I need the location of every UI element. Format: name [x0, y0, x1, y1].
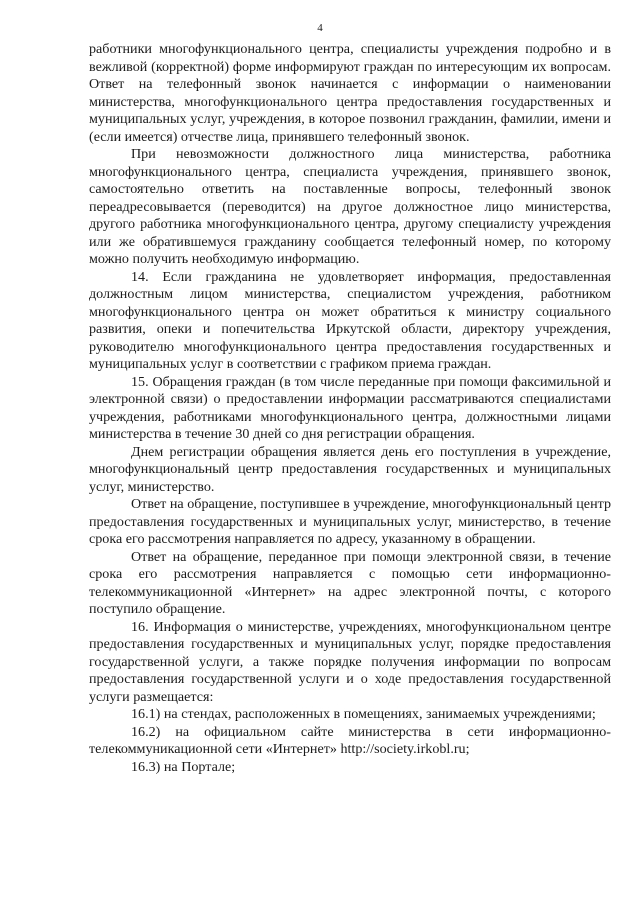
paragraph-postal-reply: Ответ на обращение, поступившее в учреждение, многофункциональный центр предоставления государственных и муниципальных услуг, министерство, в течение срока его рассмотрения направляется по адресу, указанному в обращении. [89, 496, 611, 547]
paragraph-continuation: работники многофункционального центра, специалисты учреждения подробно и в вежливой (корректной) форме информируют граждан по интересующим их вопросам. Ответ на телефонный звонок начинается с информации о наименовании министерства, многофункционального центра предоставления государственных и муниципальных услуг, учреждения, в которое позвонил гражданин, фамилии, имени и (если имеется) отчестве лица, принявшего телефонный звонок. [89, 41, 611, 145]
page-number: 4 [317, 22, 323, 34]
document-body [89, 41, 611, 776]
paragraph-item-14: 14. Если гражданина не удовлетворяет информация, предоставленная должностным лицом министерства, специалистом учреждения, работником многофункционального центра он может обратиться к министру социального развития, опеки и попечительства Иркутской области, директору учреждения, руководителю многофункционального центра предоставления государственных и муниципальных услуг в соответствии с графиком приема граждан. [89, 268, 611, 372]
paragraph-item-16-1: 16.1) на стендах, расположенных в помещениях, занимаемых учреждениями; [131, 706, 596, 722]
paragraph-item-16-3: 16.3) на Портале; [131, 758, 236, 775]
paragraph-registration-day: Днем регистрации обращения является день его поступления в учреждение, многофункциональный центр предоставления государственных и муниципальных услуг, министерство. [89, 443, 611, 495]
paragraph-electronic-reply: Ответ на обращение, переданное при помощи электронной связи, в течение срока его рассмотрения направляется с помощью сети информационно-телекоммуникационной «Интернет» на адрес электронной почты, с которого поступило обращение. [89, 548, 611, 617]
paragraph-item-15: 15. Обращения граждан (в том числе переданные при помощи факсимильной и электронной связи) о предоставлении информации рассматриваются специалистами учреждения, работниками многофункционального центра, должностными лицами министерства в течение 30 дней со дня регистрации обращения. [89, 373, 611, 442]
paragraph-item-16-2: 16.2) на официальном сайте министерства в сети информационно-телекоммуникационной сети «Интернет» http://society.irkobl.ru; [89, 723, 611, 757]
paragraph-call-redirect: При невозможности должностного лица министерства, работника многофункционального центра, специалиста учреждения, принявшего звонок, самостоятельно ответить на поставленные вопросы, телефонный звонок переадресовывается (переводится) на другое должностное лицо министерства, другого работника многофункционального центра, другому специалисту учреждения или же обратившемуся гражданину сообщается телефонный номер, по которому можно получить необходимую информацию. [89, 146, 611, 267]
paragraph-item-16: 16. Информация о министерстве, учреждениях, многофункциональном центре предоставления государственных и муниципальных услуг, порядке предоставления государственной услуги, а также порядке получения информации по вопросам предоставления государственной услуги и о ходе предоставления государственной услуги размещается: [89, 618, 611, 705]
